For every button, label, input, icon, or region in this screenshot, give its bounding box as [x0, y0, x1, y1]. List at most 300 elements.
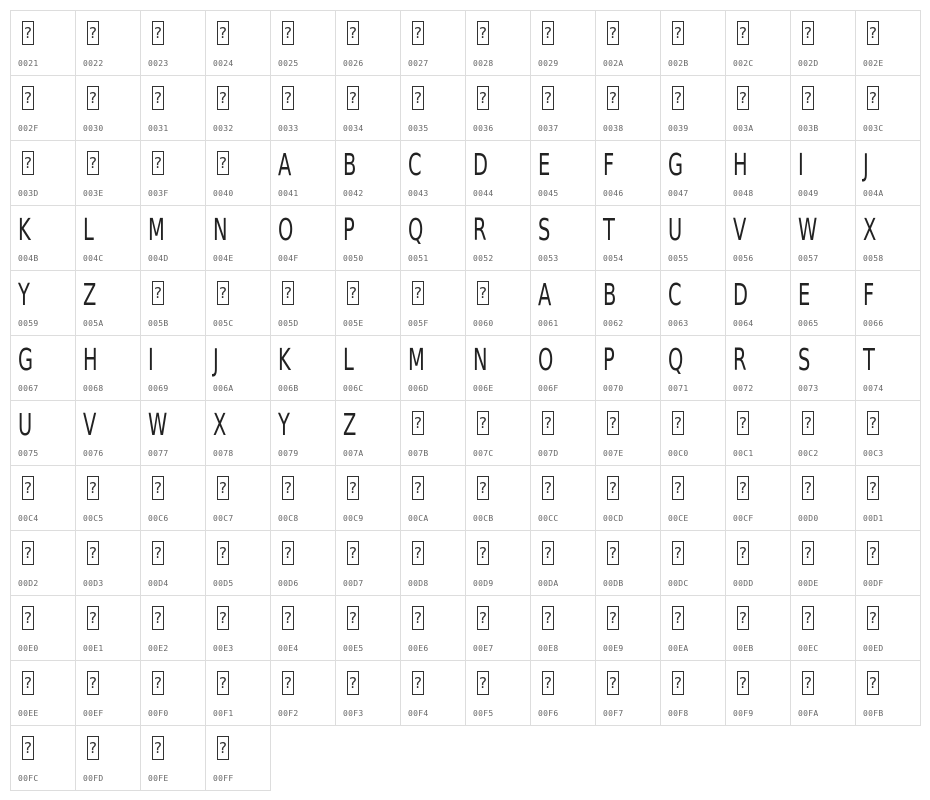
glyph-codepoint: 007A [343, 449, 364, 458]
glyph-codepoint: 00C1 [733, 449, 754, 458]
glyph-cell [855, 140, 921, 205]
glyph-codepoint: 0036 [473, 124, 494, 133]
missing-glyph-icon [477, 21, 489, 45]
glyph-cell [270, 205, 335, 270]
missing-glyph-icon [347, 281, 359, 305]
glyph-codepoint: 004F [278, 254, 299, 263]
glyph-codepoint: 00D0 [798, 514, 819, 523]
glyph-cell [140, 530, 205, 595]
glyph-letter: S [538, 213, 551, 248]
glyph-codepoint: 006E [473, 384, 494, 393]
glyph-cell [335, 10, 400, 75]
missing-glyph-icon [737, 86, 749, 110]
glyph-codepoint: 004B [18, 254, 39, 263]
glyph-cell [75, 660, 140, 725]
glyph-codepoint: 0071 [668, 384, 689, 393]
glyph-cell [400, 335, 465, 400]
glyph-cell [270, 75, 335, 140]
missing-glyph-icon [412, 541, 424, 565]
glyph-cell [595, 140, 660, 205]
glyph-cell [140, 75, 205, 140]
glyph-codepoint: 0078 [213, 449, 234, 458]
glyph-cell [205, 75, 270, 140]
missing-glyph-icon [802, 411, 814, 435]
glyph-codepoint: 00EB [733, 644, 754, 653]
glyph-codepoint: 0063 [668, 319, 689, 328]
glyph-codepoint: 0069 [148, 384, 169, 393]
glyph-codepoint: 00F2 [278, 709, 299, 718]
glyph-codepoint: 00DD [733, 579, 754, 588]
glyph-letter: F [863, 278, 875, 313]
glyph-cell [335, 465, 400, 530]
missing-glyph-icon [477, 541, 489, 565]
glyph-codepoint: 0027 [408, 59, 429, 68]
glyph-cell [465, 270, 530, 335]
glyph-cell [725, 75, 790, 140]
glyph-cell [75, 75, 140, 140]
glyph-codepoint: 0049 [798, 189, 819, 198]
glyph-cell [465, 465, 530, 530]
missing-glyph-icon [607, 606, 619, 630]
glyph-letter: Z [83, 278, 97, 313]
glyph-codepoint: 005D [278, 319, 299, 328]
missing-glyph-icon [22, 476, 34, 500]
glyph-codepoint: 00CC [538, 514, 559, 523]
missing-glyph-icon [477, 671, 489, 695]
glyph-letter: T [863, 343, 875, 378]
glyph-cell [790, 660, 855, 726]
glyph-codepoint: 00DA [538, 579, 559, 588]
glyph-codepoint: 0035 [408, 124, 429, 133]
glyph-letter: N [213, 213, 228, 248]
glyph-codepoint: 0048 [733, 189, 754, 198]
glyph-codepoint: 003F [148, 189, 169, 198]
glyph-codepoint: 00D5 [213, 579, 234, 588]
glyph-cell [205, 725, 271, 791]
glyph-letter: J [863, 148, 869, 183]
glyph-codepoint: 0033 [278, 124, 299, 133]
glyph-cell [75, 530, 140, 595]
glyph-codepoint: 00D6 [278, 579, 299, 588]
glyph-codepoint: 00FE [148, 774, 169, 783]
glyph-codepoint: 0023 [148, 59, 169, 68]
glyph-cell [855, 205, 921, 270]
glyph-cell [335, 595, 400, 660]
glyph-letter: E [798, 278, 811, 313]
glyph-letter: L [343, 343, 354, 378]
glyph-codepoint: 004D [148, 254, 169, 263]
glyph-codepoint: 00DF [863, 579, 884, 588]
glyph-cell [205, 530, 270, 595]
glyph-codepoint: 0051 [408, 254, 429, 263]
glyph-codepoint: 0075 [18, 449, 39, 458]
glyph-letter: A [278, 148, 292, 183]
glyph-cell [660, 140, 725, 205]
glyph-letter: J [213, 343, 219, 378]
missing-glyph-icon [152, 736, 164, 760]
glyph-codepoint: 0024 [213, 59, 234, 68]
glyph-codepoint: 0041 [278, 189, 299, 198]
glyph-cell [335, 205, 400, 270]
glyph-cell [725, 270, 790, 335]
glyph-codepoint: 003B [798, 124, 819, 133]
glyph-letter: B [343, 148, 357, 183]
glyph-cell [465, 660, 530, 726]
glyph-cell [205, 205, 270, 270]
glyph-cell [400, 140, 465, 205]
glyph-cell [205, 10, 270, 75]
glyph-cell [530, 530, 595, 595]
glyph-cell [270, 270, 335, 335]
glyph-cell [140, 205, 205, 270]
glyph-cell [10, 335, 75, 400]
glyph-cell [595, 660, 660, 726]
glyph-codepoint: 0026 [343, 59, 364, 68]
glyph-codepoint: 003A [733, 124, 754, 133]
glyph-codepoint: 00C3 [863, 449, 884, 458]
glyph-letter: B [603, 278, 617, 313]
glyph-codepoint: 0060 [473, 319, 494, 328]
glyph-codepoint: 00CB [473, 514, 494, 523]
missing-glyph-icon [412, 21, 424, 45]
glyph-codepoint: 0039 [668, 124, 689, 133]
glyph-codepoint: 0028 [473, 59, 494, 68]
missing-glyph-icon [477, 476, 489, 500]
glyph-cell [530, 75, 595, 140]
glyph-cell [725, 595, 790, 660]
glyph-codepoint: 00E4 [278, 644, 299, 653]
glyph-cell [790, 270, 855, 335]
glyph-letter: I [798, 148, 804, 183]
glyph-cell [725, 335, 790, 400]
glyph-cell [75, 400, 140, 465]
glyph-cell [855, 595, 921, 660]
glyph-codepoint: 00D7 [343, 579, 364, 588]
glyph-codepoint: 002B [668, 59, 689, 68]
glyph-codepoint: 0043 [408, 189, 429, 198]
glyph-codepoint: 0021 [18, 59, 39, 68]
glyph-cell [140, 140, 205, 205]
glyph-letter: U [668, 213, 683, 248]
glyph-cell [10, 465, 75, 530]
glyph-codepoint: 0074 [863, 384, 884, 393]
missing-glyph-icon [152, 21, 164, 45]
glyph-codepoint: 0065 [798, 319, 819, 328]
glyph-cell [725, 530, 790, 595]
glyph-cell [790, 530, 855, 595]
missing-glyph-icon [672, 86, 684, 110]
glyph-codepoint: 00C4 [18, 514, 39, 523]
glyph-cell [270, 400, 335, 465]
glyph-letter: H [83, 343, 98, 378]
missing-glyph-icon [867, 606, 879, 630]
missing-glyph-icon [87, 671, 99, 695]
glyph-codepoint: 00EC [798, 644, 819, 653]
glyph-codepoint: 007B [408, 449, 429, 458]
glyph-letter: V [733, 213, 747, 248]
glyph-codepoint: 0034 [343, 124, 364, 133]
glyph-codepoint: 00D8 [408, 579, 429, 588]
missing-glyph-icon [412, 86, 424, 110]
missing-glyph-icon [217, 736, 229, 760]
missing-glyph-icon [737, 476, 749, 500]
glyph-cell [465, 205, 530, 270]
glyph-letter: Y [18, 278, 30, 313]
glyph-cell [790, 465, 855, 530]
glyph-cell [465, 595, 530, 660]
glyph-cell [205, 400, 270, 465]
glyph-codepoint: 005F [408, 319, 429, 328]
glyph-codepoint: 005E [343, 319, 364, 328]
glyph-codepoint: 0038 [603, 124, 624, 133]
glyph-cell [400, 660, 465, 726]
glyph-cell [400, 75, 465, 140]
glyph-codepoint: 00FA [798, 709, 819, 718]
glyph-cell [10, 725, 75, 791]
glyph-codepoint: 00E7 [473, 644, 494, 653]
glyph-letter: O [278, 213, 294, 248]
glyph-codepoint: 00D3 [83, 579, 104, 588]
glyph-letter: K [278, 343, 291, 378]
glyph-cell [855, 660, 921, 726]
glyph-cell [790, 75, 855, 140]
missing-glyph-icon [87, 476, 99, 500]
glyph-codepoint: 00F0 [148, 709, 169, 718]
glyph-codepoint: 00F8 [668, 709, 689, 718]
glyph-cell [855, 465, 921, 530]
glyph-codepoint: 007D [538, 449, 559, 458]
glyph-cell [855, 75, 921, 140]
glyph-cell [75, 140, 140, 205]
glyph-cell [725, 660, 790, 726]
glyph-cell [595, 400, 660, 465]
glyph-cell [465, 530, 530, 595]
glyph-cell [335, 140, 400, 205]
glyph-letter: Y [278, 408, 290, 443]
glyph-cell [205, 140, 270, 205]
glyph-codepoint: 00CF [733, 514, 754, 523]
glyph-cell [790, 595, 855, 660]
missing-glyph-icon [542, 86, 554, 110]
glyph-codepoint: 00FC [18, 774, 39, 783]
missing-glyph-icon [217, 86, 229, 110]
glyph-cell [660, 660, 725, 726]
glyph-codepoint: 00EE [18, 709, 39, 718]
glyph-codepoint: 0052 [473, 254, 494, 263]
glyph-cell [855, 10, 921, 75]
glyph-codepoint: 0045 [538, 189, 559, 198]
glyph-codepoint: 0067 [18, 384, 39, 393]
missing-glyph-icon [477, 606, 489, 630]
missing-glyph-icon [542, 411, 554, 435]
missing-glyph-icon [802, 21, 814, 45]
missing-glyph-icon [607, 21, 619, 45]
glyph-cell [400, 205, 465, 270]
missing-glyph-icon [412, 281, 424, 305]
glyph-letter: G [18, 343, 34, 378]
glyph-cell [140, 595, 205, 660]
missing-glyph-icon [737, 671, 749, 695]
glyph-cell [660, 10, 725, 75]
missing-glyph-icon [867, 541, 879, 565]
missing-glyph-icon [152, 86, 164, 110]
glyph-cell [855, 400, 921, 465]
missing-glyph-icon [867, 476, 879, 500]
glyph-codepoint: 0070 [603, 384, 624, 393]
missing-glyph-icon [282, 21, 294, 45]
missing-glyph-icon [737, 606, 749, 630]
missing-glyph-icon [87, 541, 99, 565]
glyph-letter: I [148, 343, 154, 378]
missing-glyph-icon [217, 476, 229, 500]
glyph-codepoint: 0032 [213, 124, 234, 133]
glyph-cell [855, 335, 921, 400]
glyph-codepoint: 0072 [733, 384, 754, 393]
glyph-letter: V [83, 408, 97, 443]
glyph-codepoint: 00C8 [278, 514, 299, 523]
glyph-codepoint: 0025 [278, 59, 299, 68]
missing-glyph-icon [152, 151, 164, 175]
glyph-codepoint: 0050 [343, 254, 364, 263]
glyph-cell [530, 10, 595, 75]
glyph-cell [725, 140, 790, 205]
missing-glyph-icon [477, 281, 489, 305]
glyph-cell [465, 140, 530, 205]
glyph-codepoint: 00F6 [538, 709, 559, 718]
missing-glyph-icon [607, 86, 619, 110]
glyph-codepoint: 0061 [538, 319, 559, 328]
missing-glyph-icon [802, 671, 814, 695]
glyph-codepoint: 0022 [83, 59, 104, 68]
glyph-cell [270, 530, 335, 595]
glyph-cell [140, 400, 205, 465]
glyph-codepoint: 006A [213, 384, 234, 393]
missing-glyph-icon [607, 411, 619, 435]
missing-glyph-icon [867, 21, 879, 45]
glyph-cell [10, 400, 75, 465]
glyph-codepoint: 0068 [83, 384, 104, 393]
missing-glyph-icon [867, 671, 879, 695]
missing-glyph-icon [87, 736, 99, 760]
glyph-cell [335, 75, 400, 140]
missing-glyph-icon [22, 736, 34, 760]
glyph-cell [530, 660, 595, 726]
glyph-codepoint: 006C [343, 384, 364, 393]
glyph-letter: N [473, 343, 488, 378]
glyph-cell [725, 465, 790, 530]
glyph-cell [335, 400, 400, 465]
glyph-cell [855, 530, 921, 595]
glyph-cell [725, 400, 790, 465]
missing-glyph-icon [87, 86, 99, 110]
glyph-codepoint: 007E [603, 449, 624, 458]
glyph-codepoint: 0077 [148, 449, 169, 458]
missing-glyph-icon [217, 151, 229, 175]
glyph-cell [855, 270, 921, 335]
glyph-codepoint: 003C [863, 124, 884, 133]
glyph-codepoint: 00F7 [603, 709, 624, 718]
missing-glyph-icon [672, 541, 684, 565]
glyph-cell [530, 270, 595, 335]
glyph-map-grid [10, 10, 920, 790]
glyph-cell [400, 10, 465, 75]
missing-glyph-icon [802, 541, 814, 565]
glyph-cell [595, 270, 660, 335]
glyph-cell [270, 335, 335, 400]
glyph-cell [270, 595, 335, 660]
glyph-codepoint: 00E1 [83, 644, 104, 653]
glyph-cell [335, 270, 400, 335]
glyph-cell [790, 400, 855, 465]
glyph-codepoint: 0029 [538, 59, 559, 68]
glyph-codepoint: 0066 [863, 319, 884, 328]
glyph-cell [465, 75, 530, 140]
glyph-cell [725, 205, 790, 270]
glyph-letter: U [18, 408, 33, 443]
missing-glyph-icon [152, 476, 164, 500]
glyph-letter: C [668, 278, 682, 313]
glyph-cell [595, 595, 660, 660]
glyph-cell [140, 10, 205, 75]
glyph-codepoint: 00CD [603, 514, 624, 523]
glyph-codepoint: 00E6 [408, 644, 429, 653]
glyph-letter: X [863, 213, 877, 248]
glyph-codepoint: 00C2 [798, 449, 819, 458]
missing-glyph-icon [802, 606, 814, 630]
glyph-cell [790, 335, 855, 400]
glyph-codepoint: 0059 [18, 319, 39, 328]
glyph-codepoint: 0047 [668, 189, 689, 198]
glyph-letter: S [798, 343, 811, 378]
glyph-codepoint: 00FD [83, 774, 104, 783]
glyph-cell [595, 530, 660, 595]
glyph-cell [400, 530, 465, 595]
glyph-codepoint: 00C9 [343, 514, 364, 523]
glyph-codepoint: 005B [148, 319, 169, 328]
missing-glyph-icon [607, 671, 619, 695]
glyph-cell [335, 335, 400, 400]
missing-glyph-icon [672, 606, 684, 630]
glyph-cell [270, 140, 335, 205]
glyph-cell [205, 595, 270, 660]
glyph-codepoint: 00D1 [863, 514, 884, 523]
glyph-cell [400, 270, 465, 335]
glyph-cell [530, 465, 595, 530]
glyph-cell [595, 75, 660, 140]
glyph-cell [10, 140, 75, 205]
glyph-codepoint: 0044 [473, 189, 494, 198]
glyph-codepoint: 0079 [278, 449, 299, 458]
glyph-cell [660, 75, 725, 140]
glyph-letter: T [603, 213, 615, 248]
glyph-cell [140, 465, 205, 530]
missing-glyph-icon [152, 281, 164, 305]
glyph-cell [660, 270, 725, 335]
glyph-codepoint: 002F [18, 124, 39, 133]
glyph-cell [660, 465, 725, 530]
glyph-cell [660, 530, 725, 595]
glyph-codepoint: 0040 [213, 189, 234, 198]
glyph-cell [530, 140, 595, 205]
glyph-cell [530, 595, 595, 660]
glyph-codepoint: 007C [473, 449, 494, 458]
glyph-cell [75, 725, 140, 791]
missing-glyph-icon [607, 541, 619, 565]
glyph-codepoint: 0037 [538, 124, 559, 133]
glyph-cell [140, 725, 205, 791]
missing-glyph-icon [802, 86, 814, 110]
glyph-codepoint: 00FF [213, 774, 234, 783]
